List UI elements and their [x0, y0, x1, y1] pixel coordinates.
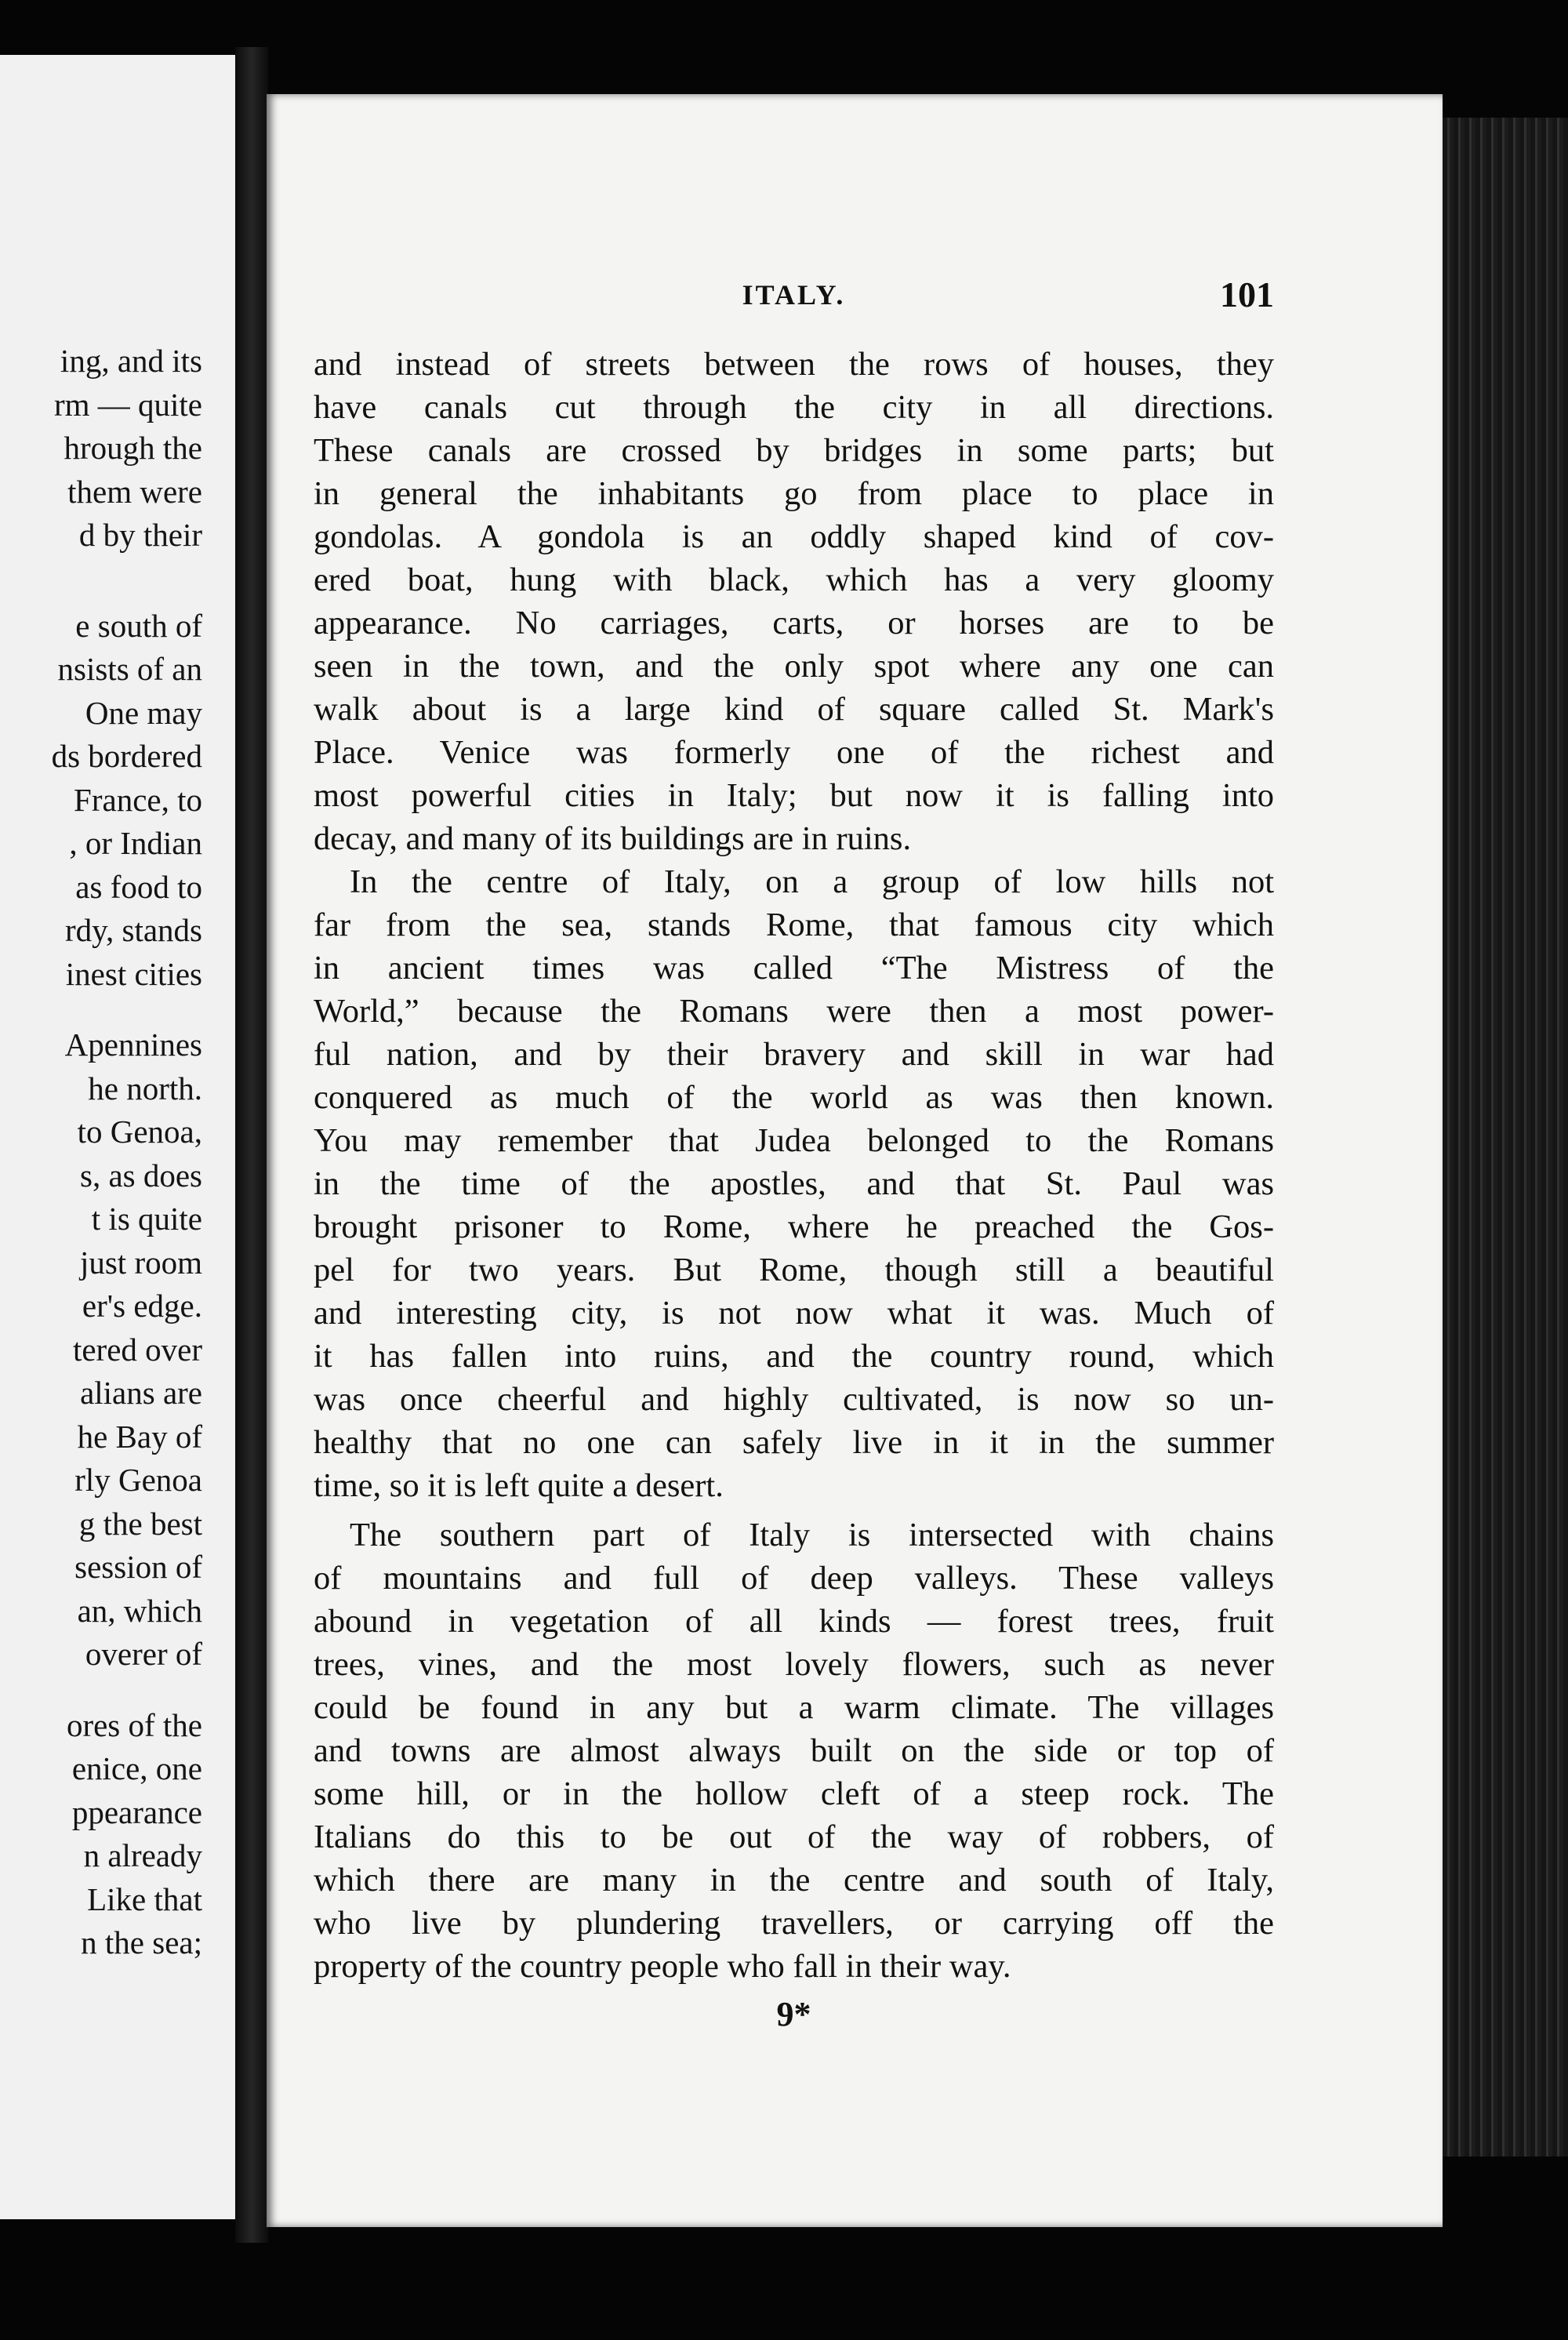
- text-line: In the centre of Italy, on a group of low hills not: [350, 863, 1274, 900]
- page-content: [314, 274, 1274, 2034]
- left-page: [0, 55, 238, 2219]
- book-gutter: [235, 47, 268, 2243]
- left-page-line: an, which: [77, 1592, 202, 1629]
- left-page-line: One may: [85, 694, 202, 731]
- paragraph: [314, 1513, 1274, 1988]
- left-page-line: s, as does: [79, 1157, 202, 1194]
- left-page-line: er's edge.: [82, 1288, 202, 1324]
- left-page-line: rly Genoa: [74, 1462, 202, 1498]
- text-line: trees, vines, and the most lovely flowers, such as never: [314, 1646, 1274, 1683]
- left-page-line: nsists of an: [57, 651, 202, 687]
- left-page-line: as food to: [75, 868, 202, 905]
- left-page-line: hrough the: [64, 430, 202, 466]
- text-line: who live by plundering travellers, or carrying off the: [314, 1905, 1274, 1942]
- running-head: [314, 274, 1274, 325]
- left-page-line: n the sea;: [81, 1924, 202, 1960]
- text-line: You may remember that Judea belonged to the Romans: [314, 1122, 1274, 1159]
- left-page-line: inest cities: [65, 955, 202, 992]
- text-line: gondolas. A gondola is an oddly shaped kind of cov-: [314, 518, 1274, 555]
- text-line: Place. Venice was formerly one of the richest and: [314, 734, 1274, 771]
- page-edges: [1443, 118, 1568, 2157]
- left-page-line: France, to: [74, 781, 202, 818]
- text-line: brought prisoner to Rome, where he preached the Gos-: [314, 1208, 1274, 1245]
- text-line: property of the country people who fall in their way.: [314, 1948, 1011, 1985]
- left-page-line: Like that: [87, 1880, 202, 1917]
- left-page-line: just room: [79, 1244, 202, 1281]
- left-page-line: them were: [67, 473, 202, 510]
- text-line: and towns are almost always built on the side or top of: [314, 1732, 1274, 1769]
- text-line: was once cheerful and highly cultivated, is now so un-: [314, 1381, 1274, 1418]
- text-line: appearance. No carriages, carts, or horses are to be: [314, 605, 1274, 641]
- text-line: ered boat, hung with black, which has a very gloomy: [314, 561, 1274, 598]
- text-line: in ancient times was called “The Mistress of the: [314, 950, 1274, 987]
- text-line: some hill, or in the hollow cleft of a steep rock. The: [314, 1775, 1274, 1812]
- left-page-line: rm — quite: [53, 386, 202, 423]
- left-page-line: g the best: [78, 1505, 202, 1542]
- left-page-line: alians are: [80, 1375, 202, 1411]
- text-line: in the time of the apostles, and that St. Paul was: [314, 1165, 1274, 1202]
- left-page-line: he Bay of: [77, 1418, 202, 1455]
- left-page-line: ppearance: [71, 1793, 202, 1830]
- left-page-line: d by their: [78, 517, 202, 553]
- left-page-line: to Genoa,: [77, 1114, 202, 1150]
- page-number: 101: [1220, 274, 1274, 314]
- running-title: ITALY.: [742, 279, 846, 311]
- left-page-line: overer of: [85, 1636, 202, 1672]
- left-page-line: , or Indian: [69, 825, 202, 861]
- text-line: decay, and many of its buildings are in ruins.: [314, 820, 912, 857]
- text-line: could be found in any but a warm climate. The villages: [314, 1689, 1274, 1726]
- text-line: The southern part of Italy is intersected with chains: [350, 1517, 1274, 1553]
- text-line: which there are many in the centre and south of Italy,: [314, 1862, 1274, 1899]
- left-page-line: t is quite: [91, 1201, 202, 1237]
- text-line: abound in vegetation of all kinds — forest trees, fruit: [314, 1603, 1274, 1640]
- text-line: and instead of streets between the rows of houses, they: [314, 346, 1274, 383]
- text-line: ful nation, and by their bravery and skill in war had: [314, 1036, 1274, 1073]
- left-page-line: ores of the: [66, 1706, 202, 1743]
- left-page-line: ing, and its: [60, 343, 202, 379]
- text-line: healthy that no one can safely live in it in the summer: [314, 1424, 1274, 1461]
- text-line: time, so it is left quite a desert.: [314, 1467, 724, 1504]
- text-line: World,” because the Romans were then a most power-: [314, 993, 1274, 1030]
- paragraph: [314, 343, 1274, 860]
- text-line: seen in the town, and the only spot where any one can: [314, 648, 1274, 685]
- text-line: it has fallen into ruins, and the country round, which: [314, 1338, 1274, 1375]
- paragraph: [314, 860, 1274, 1507]
- left-page-line: he north.: [88, 1070, 202, 1106]
- text-line: conquered as much of the world as was then known.: [314, 1079, 1274, 1116]
- text-line: pel for two years. But Rome, though still a beautiful: [314, 1252, 1274, 1288]
- left-page-line: tered over: [72, 1331, 202, 1368]
- text-line: of mountains and full of deep valleys. These valleys: [314, 1560, 1274, 1597]
- text-line: These canals are crossed by bridges in some parts; but: [314, 432, 1274, 469]
- text-line: in general the inhabitants go from place to place in: [314, 475, 1274, 512]
- text-line: have canals cut through the city in all directions.: [314, 389, 1274, 426]
- left-page-line: n already: [83, 1837, 202, 1873]
- text-line: and interesting city, is not now what it was. Much of: [314, 1295, 1274, 1332]
- left-page-line: ds bordered: [51, 738, 202, 774]
- signature-mark: 9*: [776, 1995, 811, 2033]
- left-page-line: rdy, stands: [65, 912, 202, 948]
- text-line: Italians do this to be out of the way of robbers, of: [314, 1819, 1274, 1855]
- left-page-line: enice, one: [71, 1750, 202, 1786]
- left-page-line: e south of: [75, 607, 202, 644]
- left-page-line: Apennines: [64, 1026, 202, 1063]
- text-line: far from the sea, stands Rome, that famous city which: [314, 907, 1274, 943]
- body-text: [314, 343, 1274, 1988]
- text-line: most powerful cities in Italy; but now it is falling into: [314, 777, 1274, 814]
- left-page-line: session of: [74, 1549, 202, 1585]
- text-line: walk about is a large kind of square called St. Mark's: [314, 691, 1274, 728]
